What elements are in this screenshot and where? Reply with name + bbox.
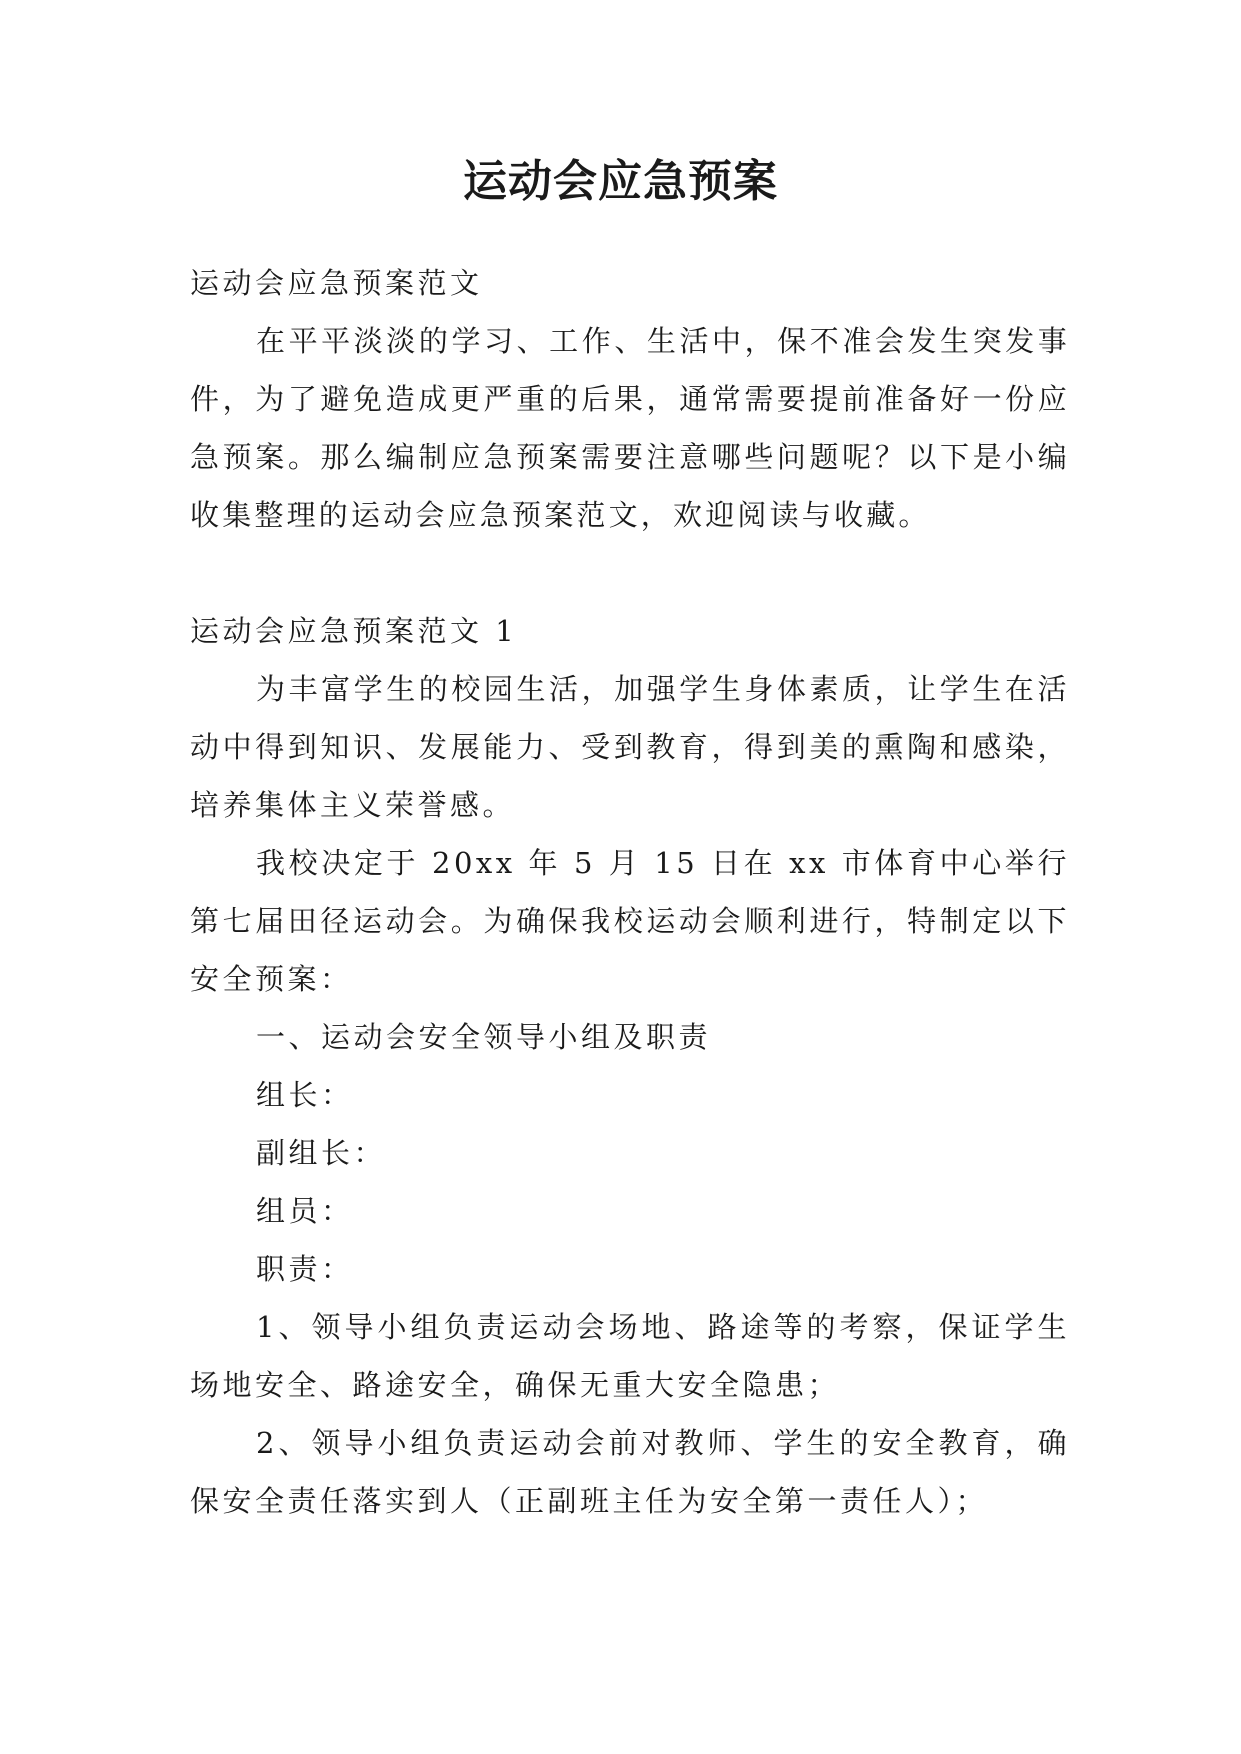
intro-heading: 运动会应急预案范文 <box>190 266 483 300</box>
section1-paragraph: 2、领导小组负责运动会前对教师、学生的安全教育，确保安全责任落实到人（正副班主任为安全第一责任人）； <box>190 1426 1070 1518</box>
section1-paragraph: 组员： <box>256 1194 354 1228</box>
section1-paragraph: 组长： <box>256 1078 354 1112</box>
section1-paragraph: 职责： <box>256 1252 354 1286</box>
section1-paragraph: 一、运动会安全领导小组及职责 <box>256 1020 712 1054</box>
document-title: 运动会应急预案 <box>463 156 778 207</box>
section1-paragraph: 我校决定于 20xx 年 5 月 15 日在 xx 市体育中心举行第七届田径运动会。为确保我校运动会顺利进行，特制定以下安全预案： <box>190 846 1070 996</box>
section-spacer <box>190 544 1070 602</box>
section1-paragraph: 副组长： <box>256 1136 387 1170</box>
section1-heading: 运动会应急预案范文 1 <box>190 614 518 648</box>
document-body <box>190 254 1070 1530</box>
section1-paragraph: 为丰富学生的校园生活，加强学生身体素质，让学生在活动中得到知识、发展能力、受到教育，得到美的熏陶和感染，培养集体主义荣誉感。 <box>190 672 1070 822</box>
section1-paragraph: 1、领导小组负责运动会场地、路途等的考察，保证学生场地安全、路途安全，确保无重大安全隐患； <box>190 1310 1070 1402</box>
intro-paragraph: 在平平淡淡的学习、工作、生活中，保不准会发生突发事件，为了避免造成更严重的后果，通常需要提前准备好一份应急预案。那么编制应急预案需要注意哪些问题呢？以下是小编收集整理的运动会应急预案范文，欢迎阅读与收藏。 <box>190 324 1070 532</box>
